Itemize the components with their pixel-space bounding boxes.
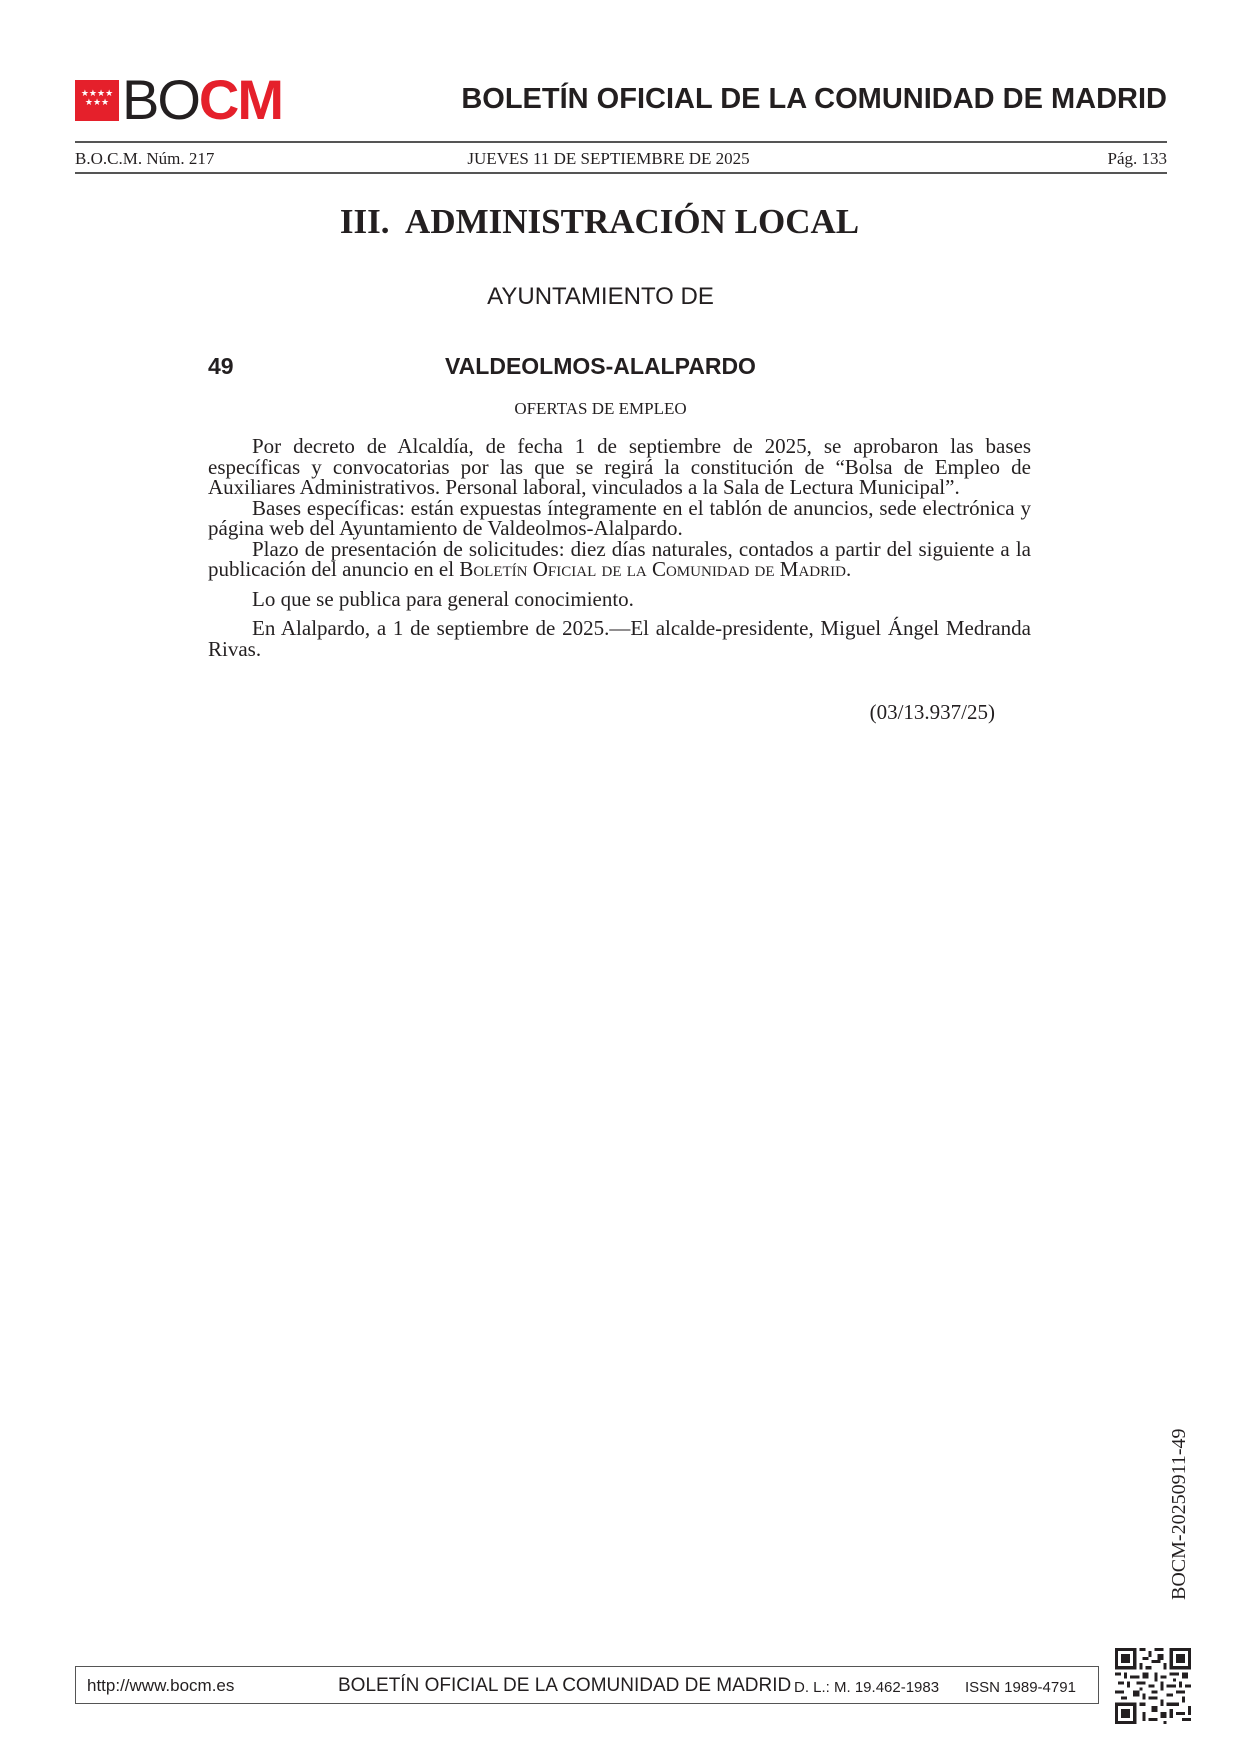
bocm-logo bbox=[122, 70, 282, 130]
municipality-text: VALDEOLMOS-ALALPARDO bbox=[445, 353, 756, 379]
subsection-title bbox=[0, 399, 1241, 419]
masthead-title: BOLETÍN OFICIAL DE LA COMUNIDAD DE MADRID bbox=[461, 83, 1167, 115]
section-title bbox=[0, 202, 1241, 242]
document-code: BOCM-20250911-49 bbox=[1168, 1428, 1190, 1600]
footer-title: BOLETÍN OFICIAL DE LA COMUNIDAD DE MADRID bbox=[338, 1675, 792, 1696]
section-title-text: III. ADMINISTRACIÓN LOCAL bbox=[339, 202, 860, 241]
subsection-text: OFERTAS DE EMPLEO bbox=[514, 399, 687, 418]
logo-text-cm: CM bbox=[198, 68, 283, 131]
deadline-text: Plazo de presentación de solicitudes: diez días naturales, contados a partir del siguiente a la publicación del anuncio en el bbox=[208, 536, 1031, 581]
footer-bar bbox=[75, 1666, 1099, 1704]
bulletin-name-smallcaps: Boletín Oficial de la Comunidad de Madrid bbox=[459, 557, 846, 581]
page-number: Pág. 133 bbox=[1107, 149, 1167, 168]
paragraph-signature: En Alalpardo, a 1 de septiembre de 2025.—El alcalde-presidente, Miguel Ángel Medranda Rivas. bbox=[208, 616, 1031, 661]
paragraph-publication: Lo que se publica para general conocimiento. bbox=[252, 586, 634, 611]
announcement-number: 49 bbox=[208, 353, 234, 379]
issue-number: B.O.C.M. Núm. 217 bbox=[75, 149, 215, 168]
reference-code: (03/13.937/25) bbox=[869, 700, 995, 724]
paragraph-bases: Bases específicas: están expuestas íntegramente en el tablón de anuncios, sede electrónica y página web del Ayuntamiento de Valdeolmos-Alalpardo. bbox=[208, 495, 1031, 540]
stars-icon: ★★★★ ★★★ bbox=[80, 89, 114, 108]
paragraph-decree: Por decreto de Alcaldía, de fecha 1 de septiembre de 2025, se aprobaron las bases específicas y convocatorias por las que se regirá la constitución de “Bolsa de Empleo de Auxiliares Administrativos. Personal laboral, vinculados a la Sala de Lectura Municipal”. bbox=[208, 434, 1031, 499]
entity-prefix-text: AYUNTAMIENTO DE bbox=[487, 283, 714, 310]
deadline-end: . bbox=[845, 557, 852, 581]
header-rule-top bbox=[75, 141, 1167, 143]
header-rule-bottom bbox=[75, 172, 1167, 174]
paragraph-deadline bbox=[208, 536, 1031, 581]
legal-deposit: D. L.: M. 19.462-1983 bbox=[794, 1679, 940, 1696]
issue-date-text: JUEVES 11 DE SEPTIEMBRE DE 2025 bbox=[467, 149, 750, 168]
entity-prefix bbox=[0, 283, 1241, 311]
issn: ISSN 1989-4791 bbox=[965, 1679, 1076, 1696]
municipality-name bbox=[0, 352, 1241, 380]
footer-url-link[interactable]: http://www.bocm.es bbox=[87, 1676, 235, 1695]
logo-text-bo: BO bbox=[122, 68, 199, 131]
qr-code-icon bbox=[1115, 1648, 1191, 1724]
issue-date bbox=[0, 149, 1241, 169]
logo-flag bbox=[75, 80, 119, 121]
announcement-body bbox=[208, 436, 1031, 659]
